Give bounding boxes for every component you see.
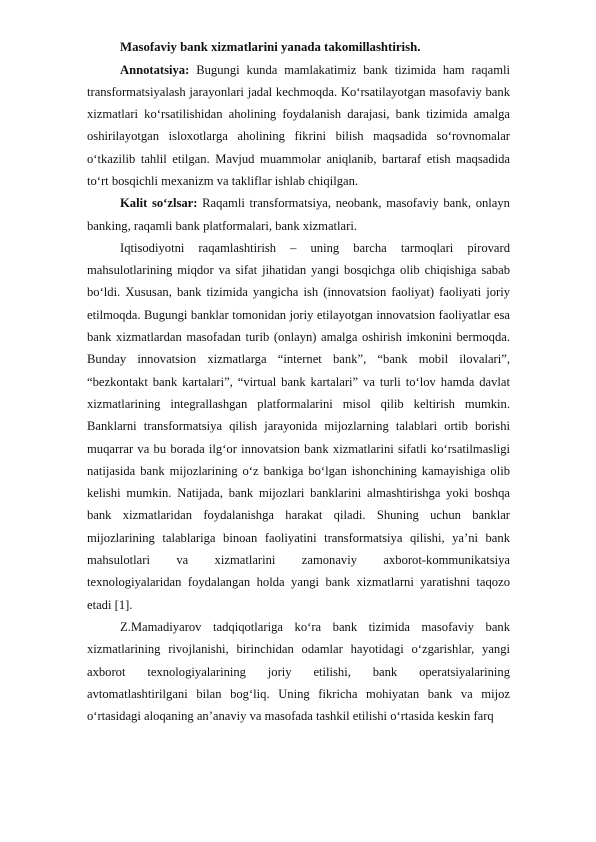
keywords-label: Kalit so‘zlsar: [120,196,198,211]
abstract-label: Annotatsiya: [120,62,190,77]
abstract-text: Bugungi kunda mamlakatimiz bank tizimida ham raqamli transformatsiyalash jarayonlari jadal kechmoqda. Ko‘rsatilayotgan masofaviy bank xizmatlari ko‘rsatilishidan aholining foydalanish darajasi, bank tizimida amalga oshirilayotgan isloxotlarga aholining fikrini bilish maqsadida so‘rovnomalar o‘tkazilib tahlil etilgan. Mavjud muammolar aniqlanib, bartaraf etish maqsadida to‘rt bosqichli mexanizm va takliflar ishlab chiqilgan. [87,62,510,188]
abstract-paragraph [87,59,510,193]
article-title: Masofaviy bank xizmatlarini yanada takomillashtirish. [120,40,421,54]
body-paragraph: Z.Mamadiyarov tadqiqotlariga ko‘ra bank tizimida masofaviy bank xizmatlarining rivojlanishi, birinchidan odamlar hayotidagi o‘zgarishlar, yangi axborot texnologiyalarining joriy etilishi, bank operatsiyalarining avtomatlashtirilgani bilan bog‘liq. Uning fikricha mohiyatan bank va mijoz o‘rtasidagi aloqaning an’anaviy va masofada tashkil etilishi o‘rtasida keskin farq [87,619,510,724]
keywords-text: Raqamli transformatsiya, neobank, masofaviy bank, onlayn banking, raqamli bank platformalari, bank xizmatlari. [87,196,510,233]
keywords-paragraph [87,192,510,237]
document-page [87,36,510,727]
body-paragraph: Iqtisodiyotni raqamlashtirish – uning barcha tarmoqlari pirovard mahsulotlarining miqdor va sifat jihatidan yangi bosqichga olib chiqishiga sabab bo‘ldi. Xususan, bank tizimida yangicha ish (innovatsion faoliyat) faoliyati joriy etilmoqda. Bugungi banklar tomonidan joriy etilayotgan innovatsion faoliyatlar esa bank xizmatlardan masofadan turib (onlayn) amalga oshirish imkonini bermoqda. Bunday innovatsion xizmatlarga “internet bank”, “bank mobil ilovalari”, “bezkontakt bank kartalari”, “virtual bank kartalari” va turli to‘lov hamda davlat xizmatlarining integrallashgan platformalarini misol qilib keltirish mumkin. Banklarni transformatsiya qilish jarayonida mijozlarning talablari ortib borishi muqarrar va bu borada ilg‘or innovatsion bank xizmatlarini sifatli ko‘rsatilmasligi natijasida bank mijozlarining o‘z bankiga bo‘lgan ishonchining kamayishiga olib kelishi mumkin. Natijada, bank mijozlari banklarini almashtirishga yoki boshqa bank xizmatlaridan foydalanishga harakat qiladi. Shuning uchun banklar mijozlarining talablariga binoan faoliyatini transformatsiya qilishi, ya’ni bank mahsulotlari va xizmatlarini zamonaviy axborot-kommunikatsiya texnologiyalaridan foydalangan holda yangi bank xizmatlarni yaratishni taqozo etadi [1]. [87,240,510,612]
